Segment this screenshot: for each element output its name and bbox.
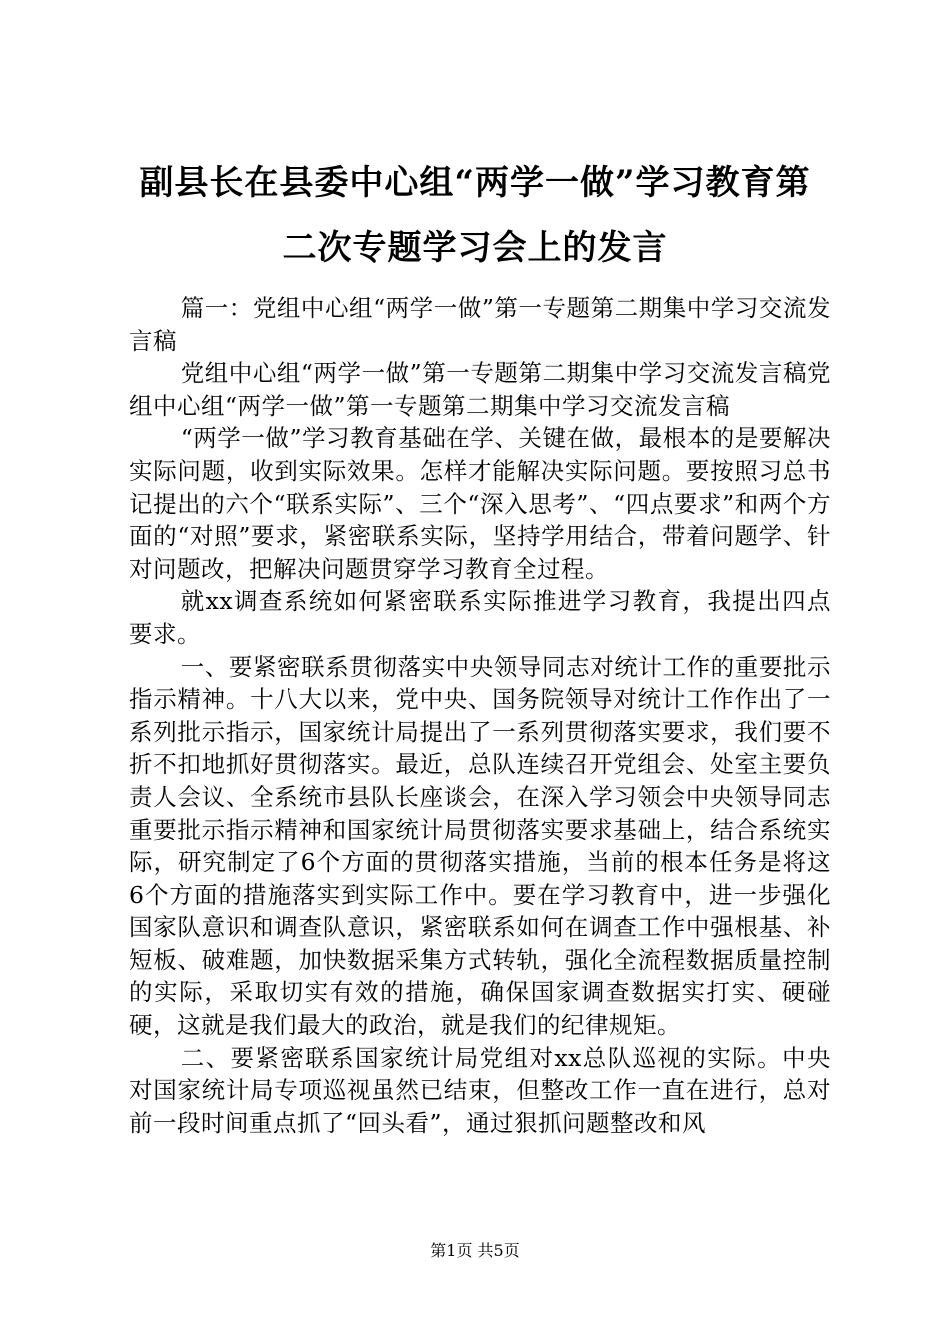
paragraph-point-one: 一、要紧密联系贯彻落实中央领导同志对统计工作的重要批示指示精神。十八大以来，党中央、国务院领导对统计工作作出了一系列批示指示，国家统计局提出了一系列贯彻落实要求，我们要不折不扣地抓好贯彻落实。最近，总队连续召开党组会、处室主要负责人会议、全系统市县队长座谈会，在深入学习领会中央领导同志重要批示指示精神和国家统计局贯彻落实要求基础上，结合系统实际，研究制定了6个方面的贯彻落实措施，当前的根本任务是将这6个方面的措施落实到实际工作中。要在学习教育中，进一步强化国家队意识和调查队意识，紧密联系如何在调查工作中强根基、补短板、破难题，加快数据采集方式转轨，强化全流程数据质量控制的实际，采取切实有效的措施，确保国家调查数据实打实、硬碰硬，这就是我们最大的政治，就是我们的纪律规矩。 [129,652,831,1040]
paragraph-chapter-heading: 篇一：党组中心组“两学一做”第一专题第二期集中学习交流发言稿 [129,294,831,355]
paragraph-requirements: 就xx调查系统如何紧密联系实际推进学习教育，我提出四点要求。 [129,587,831,648]
document-title-line-2: 二次专题学习会上的发言 [282,228,668,268]
page-number-footer: 第1页 共5页 [430,1241,520,1260]
document-title-line-1: 副县长在县委中心组“两学一做”学习教育第 [139,163,811,203]
document-body [129,292,831,1139]
paragraph-subtitle: 党组中心组“两学一做”第一专题第二期集中学习交流发言稿党组中心组“两学一做”第一专题第二期集中学习交流发言稿 [129,359,831,420]
paragraph-point-two: 二、要紧密联系国家统计局党组对xx总队巡视的实际。中央对国家统计局专项巡视虽然已结束，但整改工作一直在进行，总对前一段时间重点抓了“回头看”，通过狠抓问题整改和风 [129,1043,831,1137]
paragraph-intro: “两学一做”学习教育基础在学、关键在做，最根本的是要解决实际问题，收到实际效果。怎样才能解决实际问题。要按照习总书记提出的六个“联系实际”、三个“深入思考”、“四点要求”和两个方面的“对照”要求，紧密联系实际，坚持学用结合，带着问题学、针对问题改，把解决问题贯穿学习教育全过程。 [129,424,831,583]
